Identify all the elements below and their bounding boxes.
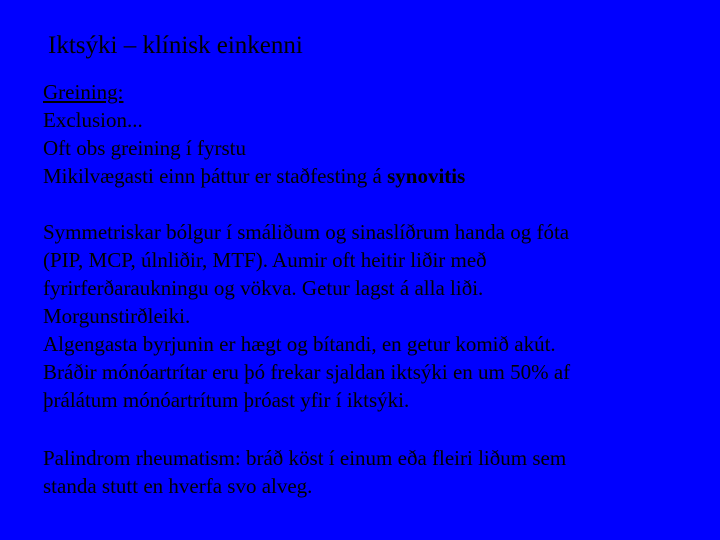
text-line: Palindrom rheumatism: bráð köst í einum eða fleiri liðum sem: [43, 446, 567, 470]
spacer: [43, 190, 683, 218]
text-line: standa stutt en hverfa svo alveg.: [43, 474, 313, 498]
text-line: Bráðir mónóartrítar eru þó frekar sjaldan iktsýki en um 50% af: [43, 360, 571, 384]
section-heading-greining: Greining:: [43, 80, 124, 104]
slide-title: Iktsýki – klínisk einkenni: [48, 32, 303, 59]
text-line: Algengasta byrjunin er hægt og bítandi, en getur komið akút.: [43, 332, 556, 356]
text-line: Oft obs greining í fyrstu: [43, 136, 246, 160]
text-line: Symmetriskar bólgur í smáliðum og sinaslíðrum handa og fóta: [43, 220, 570, 244]
slide-body: [43, 78, 683, 500]
text-line: þrálátum mónóartrítum þróast yfir í iktsýki.: [43, 388, 410, 412]
text-span: Mikilvægasti einn þáttur er staðfesting á: [43, 164, 388, 188]
spacer: [43, 414, 683, 444]
text-line: fyrirferðaraukningu og vökva. Getur lagst á alla liði.: [43, 276, 484, 300]
text-line: Exclusion...: [43, 108, 143, 132]
text-line: Morgunstirðleiki.: [43, 304, 191, 328]
text-line: [43, 162, 683, 190]
emphasis-synovitis: synovitis: [387, 164, 466, 188]
text-line: (PIP, MCP, úlnliðir, MTF). Aumir oft heitir liðir með: [43, 248, 487, 272]
